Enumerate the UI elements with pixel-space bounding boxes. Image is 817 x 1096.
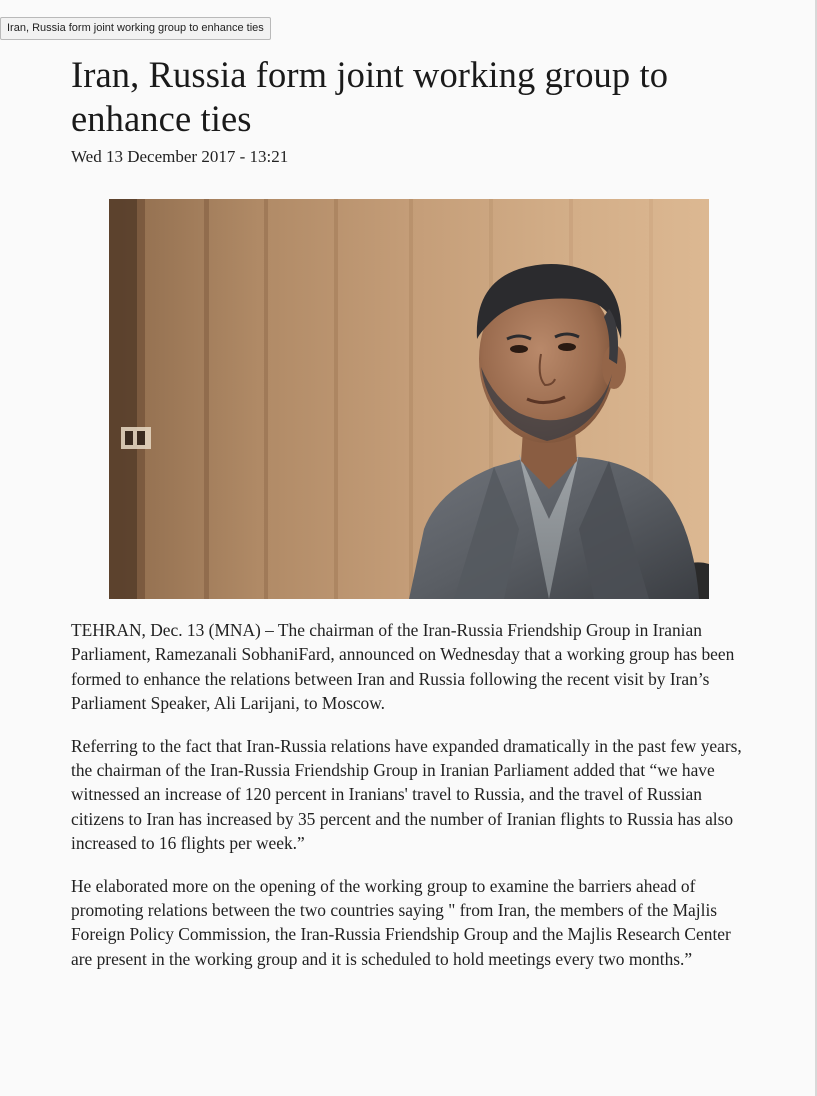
article-paragraph-2: Referring to the fact that Iran-Russia relations have expanded dramatically in the past few years, the chairman of the Iran-Russia Friendship Group in Iranian Parliament added that “we have witnessed an increase of 120 percent in Iranians' travel to Russia, and the travel of Russian citizens to Iran has increased by 35 percent and the number of Iranian flights to Russia has also increased to 16 flights per week.” bbox=[71, 735, 742, 854]
article-paragraph-1: TEHRAN, Dec. 13 (MNA) – The chairman of the Iran-Russia Friendship Group in Iranian Parliament, Ramezanali SobhaniFard, announced on Wednesday that a working group has been formed to enhance the relations between Iran and Russia following the recent visit by Iran’s Parliament Speaker, Ali Larijani, to Moscow. bbox=[71, 620, 735, 714]
article-title: Iran, Russia form joint working group to enhance ties bbox=[71, 54, 669, 139]
article-paragraph-3: He elaborated more on the opening of the working group to examine the barriers ahead of promoting relations between the two countries saying " from Iran, the members of the Majlis Foreign Policy Commission, the Iran-Russia Friendship Group and the Majlis Research Center are present in the working group and it is scheduled to hold meetings every two months.” bbox=[71, 875, 731, 969]
article-body bbox=[71, 618, 751, 989]
title-tooltip: Iran, Russia form joint working group to enhance ties bbox=[0, 17, 271, 40]
article-date: Wed 13 December 2017 - 13:21 bbox=[71, 147, 289, 166]
article-photo bbox=[109, 199, 709, 599]
portrait-image bbox=[109, 199, 709, 599]
article-header bbox=[71, 53, 751, 168]
